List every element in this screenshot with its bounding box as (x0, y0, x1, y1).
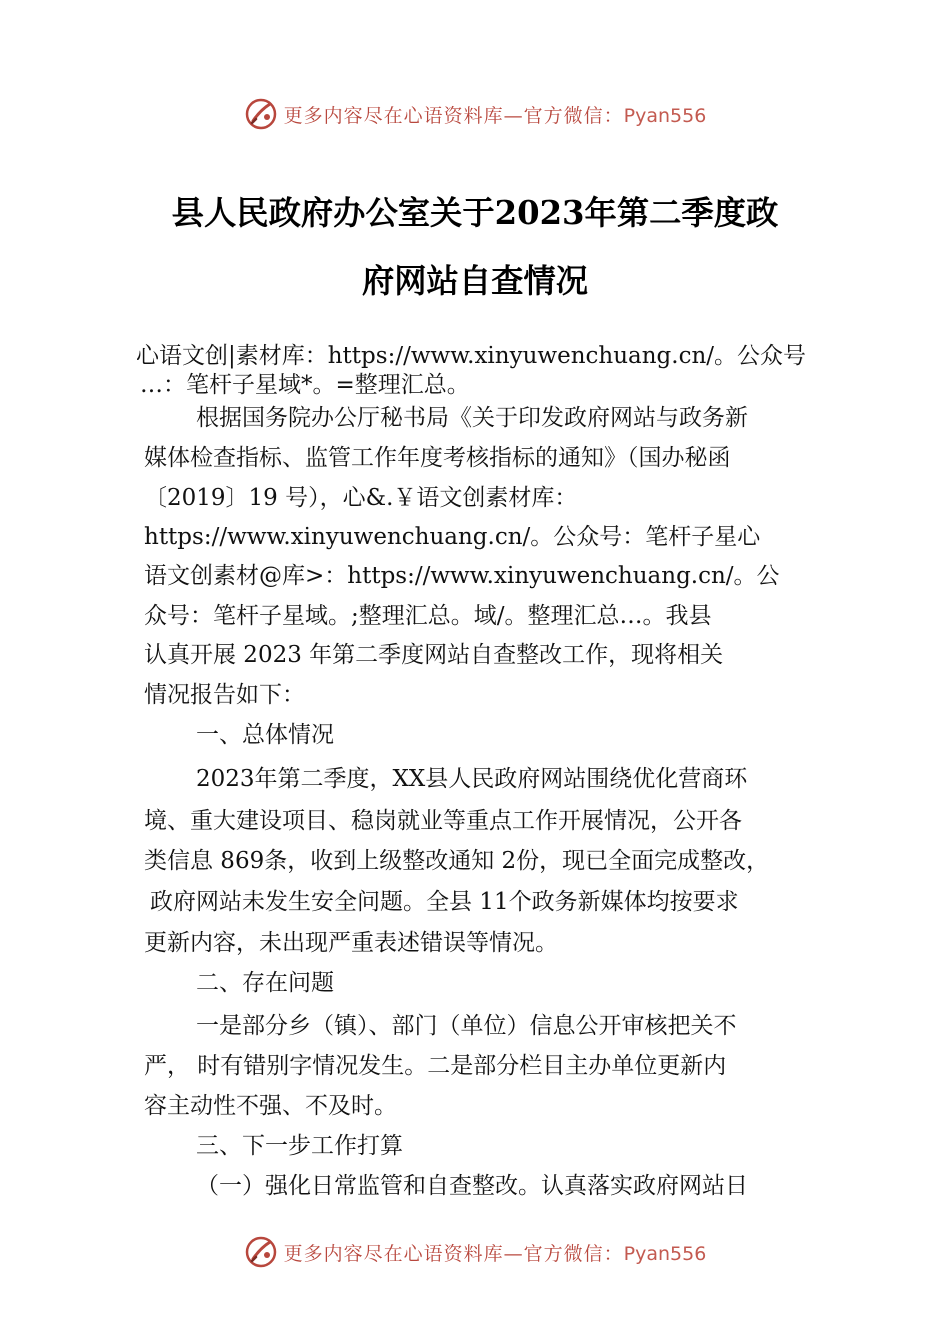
body-line: 容主动性不强、不及时。 (144, 1093, 397, 1119)
body-line: 媒体检查指标、监管工作年度考核指标的通知》（国办秘函 (144, 445, 731, 471)
body-line: （一）强化日常监管和自查整改。认真落实政府网站日 (196, 1173, 748, 1199)
section-heading: 一、总体情况 (196, 722, 334, 748)
body-line: 众号：笔杆子星域。;整理汇总。域/。整理汇总…。我县 (144, 603, 712, 629)
body-line: 情况报告如下： (144, 682, 305, 708)
document-title-line-2: 府网站自查情况 (361, 262, 589, 300)
brush-logo-icon (244, 97, 278, 131)
body-line: 根据国务院办公厅秘书局《关于印发政府网站与政务新 (196, 405, 748, 431)
body-line: 语文创素材@库>：https://www.xinyuwenchuang.cn/。公 (144, 563, 780, 589)
section-heading: 二、存在问题 (196, 970, 334, 996)
body-line: 心语文创|素材库：https://www.xinyuwenchuang.cn/。公众号 (136, 343, 807, 369)
body-line: 认真开展 2023 年第二季度网站自查整改工作，现将相关 (144, 642, 724, 668)
watermark-banner-bottom (0, 1232, 950, 1272)
body-line: 境、重大建设项目、稳岗就业等重点工作开展情况，公开各 (144, 808, 742, 834)
body-line: 政府网站未发生安全问题。全县 11个政务新媒体均按要求 (150, 889, 739, 915)
body-line: …：笔杆子星域*。=整理汇总。 (140, 372, 470, 398)
brush-logo-icon (244, 1235, 278, 1269)
section-heading: 三、下一步工作打算 (196, 1133, 403, 1159)
document-title-line-1: 县人民政府办公室关于2023年第二季度政 (171, 194, 779, 232)
body-line: https://www.xinyuwenchuang.cn/。公众号：笔杆子星心 (144, 524, 761, 550)
watermark-text: 更多内容尽在心语资料库—官方微信： (283, 104, 624, 127)
body-line: 更新内容，未出现严重表述错误等情况。 (144, 930, 558, 956)
watermark-wechat-id: Pyan556 (623, 104, 707, 127)
watermark-banner-top (0, 94, 950, 134)
watermark-wechat-id: Pyan556 (623, 1242, 707, 1265)
body-line: 一是部分乡（镇）、部门（单位）信息公开审核把关不 (196, 1013, 737, 1039)
watermark-text: 更多内容尽在心语资料库—官方微信： (283, 1242, 624, 1265)
body-line: 〔2019〕19 号），心&.￥语文创素材库： (144, 485, 578, 511)
body-line: 严， 时有错别字情况发生。二是部分栏目主办单位更新内 (144, 1053, 727, 1079)
body-line: 2023年第二季度，XX县人民政府网站围绕优化营商环 (196, 766, 748, 792)
body-line: 类信息 869条，收到上级整改通知 2份，现已全面完成整改， (144, 848, 770, 874)
